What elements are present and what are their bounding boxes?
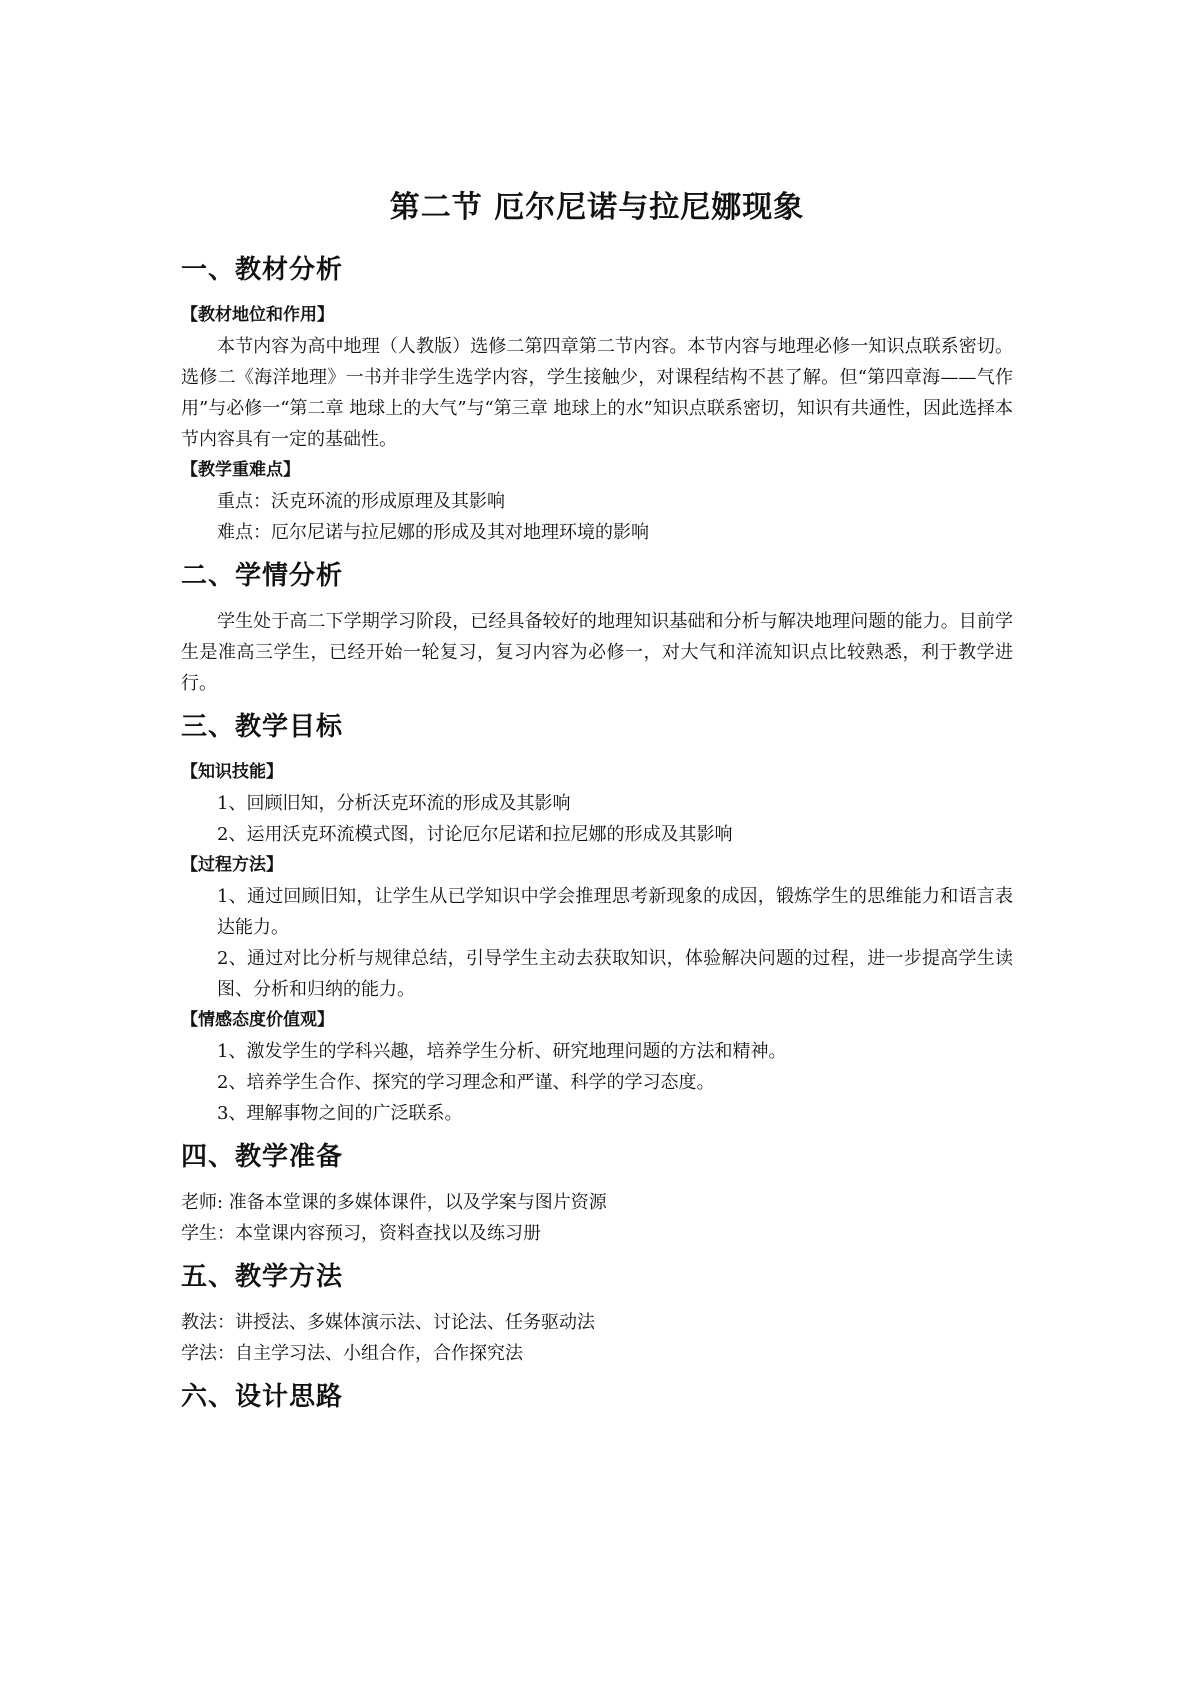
section-design <box>181 1377 1013 1417</box>
list-item: 2、通过对比分析与规律总结，引导学生主动去获取知识，体验解决问题的过程，进一步提高学生读图、分析和归纳的能力。 <box>217 948 1013 1000</box>
section-preparation <box>181 1137 1013 1249</box>
teacher-preparation: 老师: 准备本堂课的多媒体课件，以及学案与图片资源 <box>181 1192 607 1213</box>
difficult-point: 难点：厄尔尼诺与拉尼娜的形成及其对地理环境的影响 <box>217 522 649 543</box>
section-textbook-analysis <box>181 250 1013 548</box>
section-heading: 五、教学方法 <box>181 1262 344 1292</box>
section-methods <box>181 1257 1013 1369</box>
sub-heading-role: 【教材地位和作用】 <box>181 305 334 325</box>
document-page <box>181 186 1013 1427</box>
list-item: 2、培养学生合作、探究的学习理念和严谨、科学的学习态度。 <box>217 1072 715 1093</box>
sub-heading-process: 【过程方法】 <box>181 855 283 875</box>
page-title: 第二节 厄尔尼诺与拉尼娜现象 <box>389 190 805 225</box>
section-heading: 三、教学目标 <box>181 712 344 742</box>
key-point: 重点：沃克环流的形成原理及其影响 <box>217 491 505 512</box>
section-heading: 一、教材分析 <box>181 255 344 285</box>
sub-heading-knowledge: 【知识技能】 <box>181 762 283 782</box>
paragraph-role: 本节内容为高中地理（人教版）选修二第四章第二节内容。本节内容与地理必修一知识点联系密切。选修二《海洋地理》一书并非学生选学内容，学生接触少，对课程结构不甚了解。但“第四章海——气作用”与必修一“第二章 地球上的大气”与“第三章 地球上的水”知识点联系密切，知识有共通性，因此选择本节内容具有一定的基础性。 <box>181 336 1013 450</box>
list-item: 3、理解事物之间的广泛联系。 <box>217 1103 463 1124</box>
list-item: 1、通过回顾旧知，让学生从已学知识中学会推理思考新现象的成因，锻炼学生的思维能力和语言表达能力。 <box>217 886 1013 938</box>
list-item: 1、回顾旧知，分析沃克环流的形成及其影响 <box>217 793 571 814</box>
section-heading: 六、设计思路 <box>181 1382 344 1412</box>
section-heading: 四、教学准备 <box>181 1142 344 1172</box>
sub-heading-key-points: 【教学重难点】 <box>181 460 300 480</box>
learning-method: 学法：自主学习法、小组合作，合作探究法 <box>181 1343 523 1364</box>
list-item: 1、激发学生的学科兴趣，培养学生分析、研究地理问题的方法和精神。 <box>217 1041 787 1062</box>
paragraph-student: 学生处于高二下学期学习阶段，已经具备较好的地理知识基础和分析与解决地理问题的能力。目前学生是准高三学生，已经开始一轮复习，复习内容为必修一，对大气和洋流知识点比较熟悉，利于教学进行。 <box>181 611 1013 694</box>
teaching-method: 教法：讲授法、多媒体演示法、讨论法、任务驱动法 <box>181 1312 595 1333</box>
section-heading: 二、学情分析 <box>181 561 344 591</box>
student-preparation: 学生：本堂课内容预习，资料查找以及练习册 <box>181 1223 541 1244</box>
section-teaching-goals <box>181 707 1013 1129</box>
sub-heading-emotion: 【情感态度价值观】 <box>181 1010 334 1030</box>
section-student-analysis <box>181 556 1013 699</box>
list-item: 2、运用沃克环流模式图，讨论厄尔尼诺和拉尼娜的形成及其影响 <box>217 824 733 845</box>
